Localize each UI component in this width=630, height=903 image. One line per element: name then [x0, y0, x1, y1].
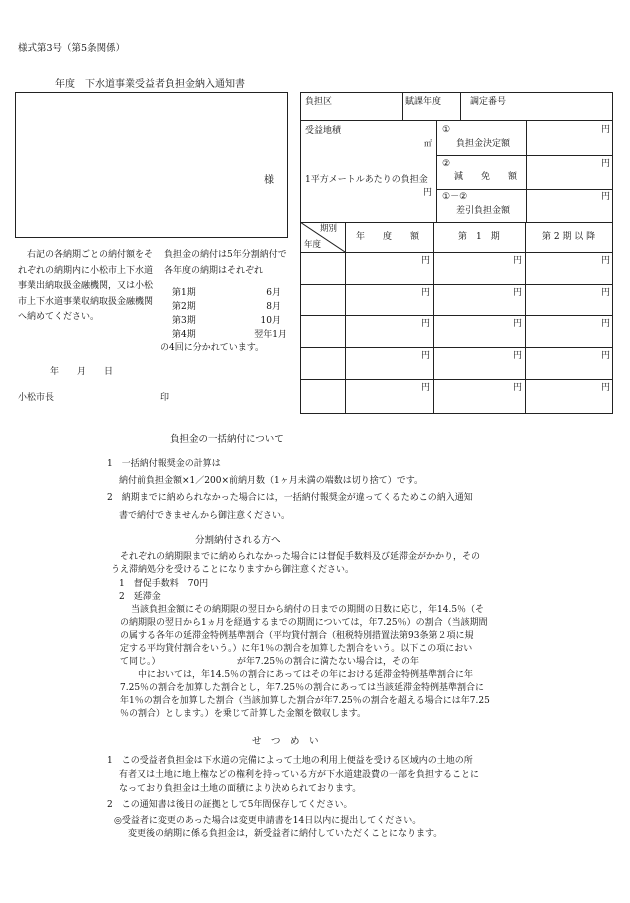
item3-number: ①－② [442, 192, 468, 202]
row1-first-yen: 円 [513, 256, 523, 266]
notes-1b: 有者又は土地に地上権などの権利を持っている方が下水道建設費の一部を負担することに [119, 770, 480, 780]
split-late-line-1: 当該負担金額にその納期限の翌日から納付の日までの期間の日数に応じ，年14.5％（そ [131, 605, 485, 615]
form-title: 年度 下水道事業受益者負担金納入通知書 [55, 79, 245, 90]
lump-item-1-detail: 納付前負担金額×1／200×前納月数（1ヶ月未満の端数は切り捨て）です。 [119, 476, 423, 486]
addressee-suffix: 様 [264, 175, 274, 186]
period-4-month: 翌年1月 [254, 330, 287, 340]
row4-second-yen: 円 [601, 351, 611, 361]
lump-item-1: 1 一括納付報奨金の計算は [107, 459, 221, 469]
split-fee: 1 督促手数料 70円 [119, 579, 209, 589]
split-late-line-8: 年1％の割合を加算した割合（当該加算した割合が年7.25％の割合を超える場合には年7.25 [120, 696, 490, 706]
col-period-label: 期別 [320, 224, 338, 234]
split-late-line-5: て同じ。） が年7.25％の割合に満たない場合は，その年 [120, 657, 420, 667]
split-late-title: 2 延滞金 [119, 592, 161, 602]
item1-label: 負担金決定額 [456, 139, 511, 149]
split-intro-1: それぞれの納期限までに納められなかった場合には督促手数料及び延滞金がかかり，その [120, 552, 481, 562]
split-title: 分割納付される方へ [195, 535, 281, 546]
item1-number: ① [442, 125, 451, 135]
row5-second-yen: 円 [601, 383, 611, 393]
split-late-line-2: の納期限の翌日から1ヵ月を経過するまでの期間については，年7.25％）の割合（当該期間 [120, 618, 488, 628]
land-area-label: 受益地積 [305, 126, 342, 136]
mayor-label: 小松市長 [18, 393, 55, 403]
notes-title: せ つ め い [252, 736, 319, 747]
notes-2: 2 この通知書は後日の証拠として5年間保存してください。 [107, 800, 353, 810]
period-2-label: 第2期 [172, 302, 196, 312]
period-3-label: 第3期 [172, 316, 196, 326]
issue-date: 年 月 日 [50, 367, 114, 377]
period-2-month: 8月 [266, 302, 281, 312]
item2-label: 減 免 額 [454, 172, 518, 182]
seal-mark: 印 [160, 393, 170, 403]
item3-label: 差引負担金額 [456, 206, 511, 216]
split-late-line-9: ％の割合）とします。）を乗じて計算した金額を徴収します。 [120, 709, 367, 719]
lump-item-2-cont: 書で納付できませんから御注意ください。 [119, 511, 291, 521]
payment-notice: 右記の各納期ごとの納付額をそれぞれの納期内に小松市上下水道事業出納取扱金融機関，又は小松市上下水道事業収納取扱金融機関へ納めてください。 [18, 250, 154, 322]
period-1-month: 6月 [266, 288, 281, 298]
col-amount-label: 年 度 額 [356, 232, 420, 242]
col-year-label: 年度 [304, 240, 322, 250]
period-4-label: 第4期 [172, 330, 196, 340]
row5-amount-yen: 円 [421, 383, 431, 393]
notes-1a: 1 この受益者負担金は下水道の完備によって土地の利用上便益を受ける区域内の土地の所 [107, 756, 473, 766]
item2-yen: 円 [601, 159, 611, 169]
per-sqm-yen: 円 [423, 188, 433, 198]
lump-title: 負担金の一括納付について [170, 434, 284, 445]
split-intro-2: うえ滞納処分を受けることになりますから御注意ください。 [111, 565, 355, 575]
period-1-label: 第1期 [172, 288, 196, 298]
row1-second-yen: 円 [601, 256, 611, 266]
row5-first-yen: 円 [513, 383, 523, 393]
row3-amount-yen: 円 [421, 319, 431, 329]
row4-first-yen: 円 [513, 351, 523, 361]
item1-yen: 円 [601, 125, 611, 135]
notes-3b: 変更後の納期に係る負担金は，新受益者に納付していただくことになります。 [128, 829, 443, 839]
row2-first-yen: 円 [513, 288, 523, 298]
item3-yen: 円 [601, 192, 611, 202]
split-late-line-4: 定する平均貸付割合をいう。）に年1％の割合を加算した割合をいう。以下この項におい [120, 644, 473, 654]
area-code-label: 負担区 [305, 97, 333, 107]
installment-intro: 負担金の納付は5年分割納付で各年度の納期はそれぞれ [164, 250, 287, 276]
row2-amount-yen: 円 [421, 288, 431, 298]
col-second-label: 第 2 期 以 降 [542, 232, 596, 242]
split-late-line-3: の属する各年の延滞金特例基準割合（平均貸付割合（租税特別措置法第93条第２項に規 [120, 631, 474, 641]
row2-second-yen: 円 [601, 288, 611, 298]
row4-amount-yen: 円 [421, 351, 431, 361]
form-number: 様式第3号（第5条関係） [18, 43, 126, 54]
per-sqm-label: 1平方メートルあたりの負担金 [305, 175, 428, 185]
assessment-no-label: 調定番号 [470, 97, 507, 107]
period-3-month: 10月 [260, 316, 281, 326]
sqm-unit: ㎡ [424, 139, 432, 148]
tax-year-label: 賦課年度 [405, 97, 442, 107]
row3-second-yen: 円 [601, 319, 611, 329]
lump-item-2: 2 納期までに納められなかった場合には，一括納付報奨金が違ってくるためこの納入通知 [107, 493, 473, 503]
addressee-box [15, 92, 288, 238]
row3-first-yen: 円 [513, 319, 523, 329]
row1-amount-yen: 円 [421, 256, 431, 266]
installment-outro: の4回に分かれています。 [160, 343, 265, 353]
split-late-line-6: 中においては，年14.5％の割合にあってはその年における延滞金特例基準割合に年 [120, 670, 473, 680]
split-late-line-7: 7.25％の割合を加算した割合とし，年7.25％の割合にあっては当該延滞金特例基準割合に [120, 683, 484, 693]
notes-1c: なっており負担金は土地の面積により決められております。 [119, 784, 362, 794]
col-first-label: 第 1 期 [458, 232, 500, 242]
notes-3a: ◎受益者に変更のあった場合は変更申請書を14日以内に提出してください。 [114, 816, 422, 826]
item2-number: ② [442, 159, 451, 169]
